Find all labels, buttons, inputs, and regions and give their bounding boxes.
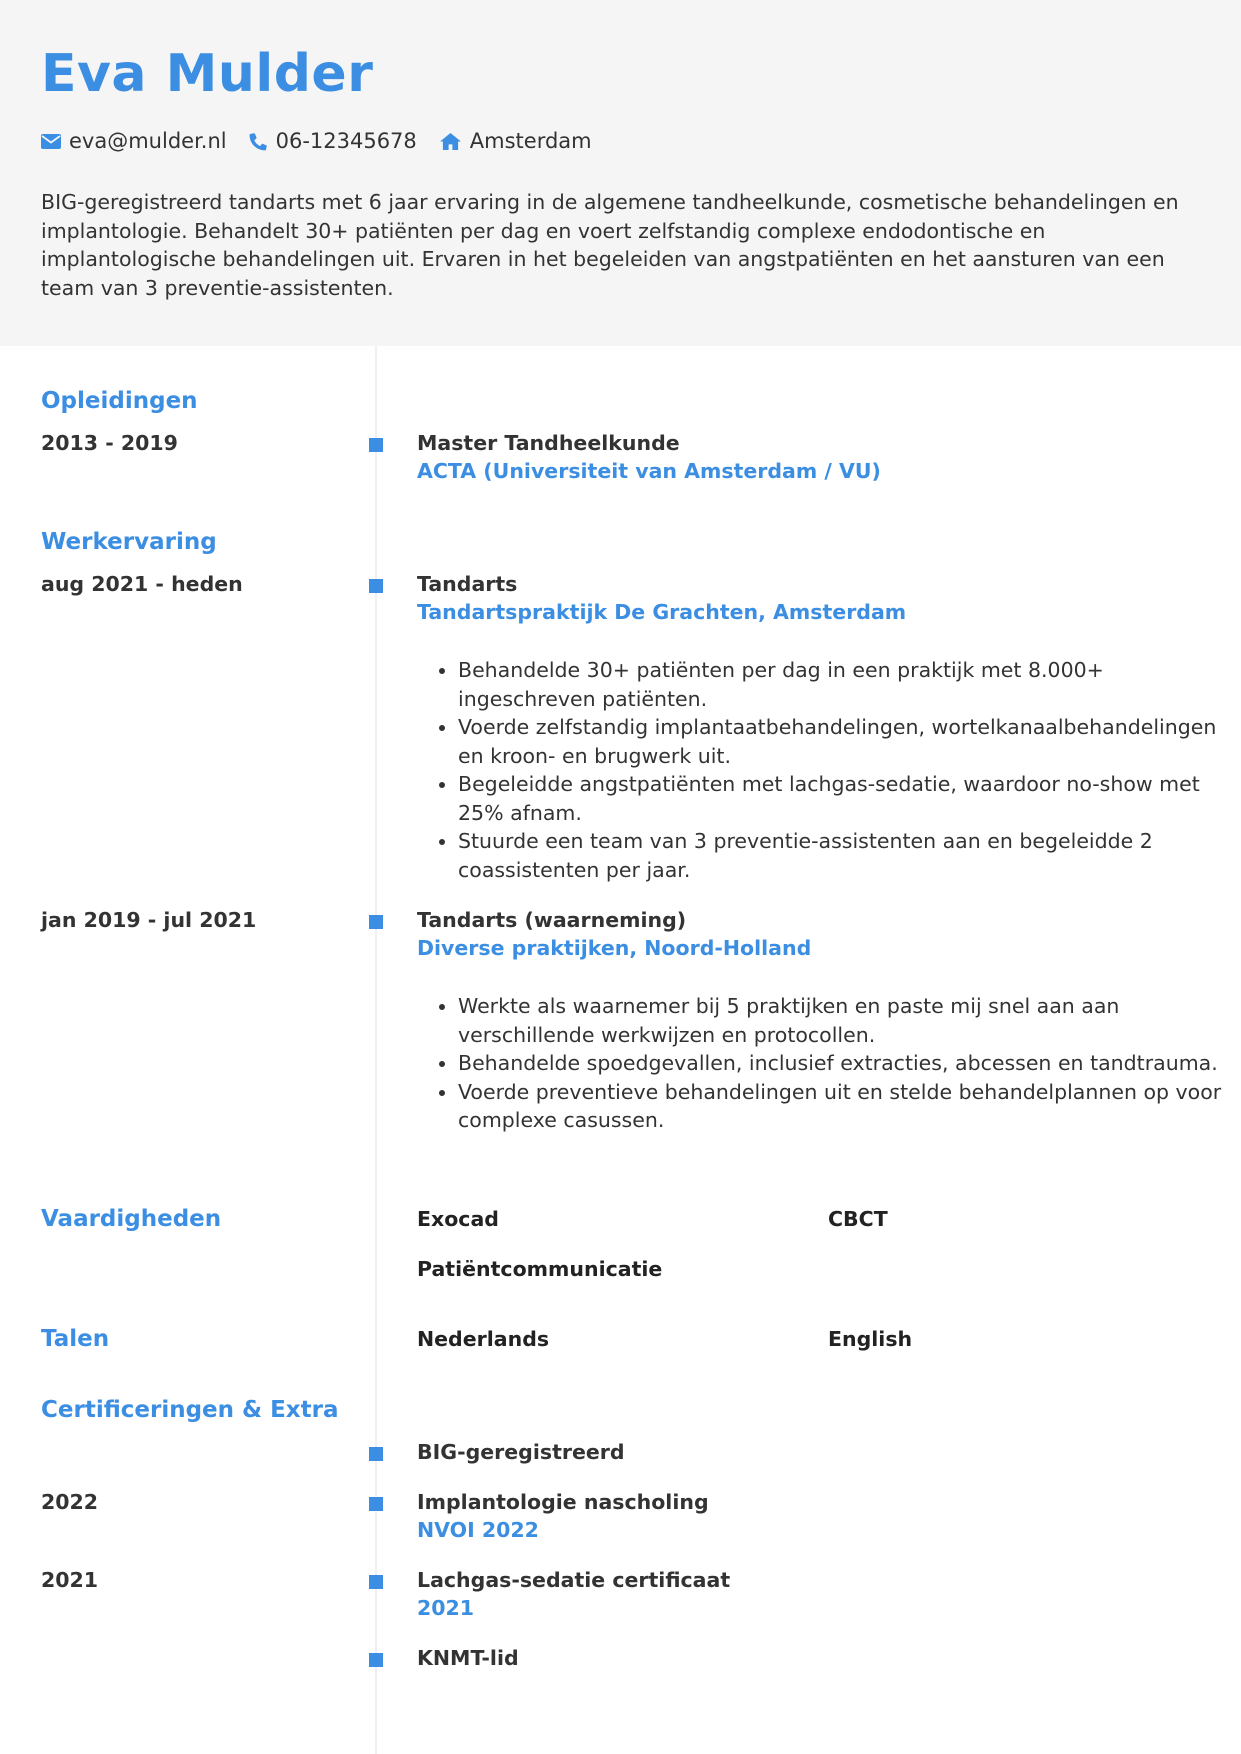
- timeline-marker: [369, 579, 383, 593]
- timeline-marker: [369, 915, 383, 929]
- skill-item: CBCT: [828, 1207, 888, 1231]
- experience-date: jan 2019 - jul 2021: [41, 908, 257, 932]
- profile-summary: BIG-geregistreerd tandarts met 6 jaar ervaring in de algemene tandheelkunde, cosmetische behandelingen en implantologie. Behandelt 30+ patiënten per dag en voert zelfstandig complexe endodontische en implantologische behandelingen uit. Ervaren in het begeleiden van angstpatiënten en het aansturen van een team van 3 preventie-assistenten.: [41, 190, 1179, 300]
- phone-icon: [249, 132, 268, 151]
- certification-name: Lachgas-sedatie certificaat: [417, 1568, 731, 1592]
- education-date: 2013 - 2019: [41, 431, 178, 455]
- education-heading: Opleidingen: [41, 388, 198, 414]
- candidate-name: Eva Mulder: [41, 44, 374, 104]
- list-item: • Behandelde 30+ patiënten per dag in een praktijk met 8.000+ ingeschreven patiënten.: [458, 656, 1238, 713]
- contact-bar: [41, 129, 614, 153]
- language-item: English: [828, 1327, 913, 1351]
- list-item: • Stuurde een team van 3 preventie-assistenten aan en begeleidde 2 coassistenten per jaar.: [458, 827, 1238, 884]
- contact-email[interactable]: [41, 129, 227, 153]
- skill-item: Patiëntcommunicatie: [417, 1257, 663, 1281]
- contact-location: [439, 129, 592, 153]
- timeline-marker: [369, 1575, 383, 1589]
- certification-name: KNMT-lid: [417, 1646, 519, 1670]
- education-school: ACTA (Universiteit van Amsterdam / VU): [417, 459, 881, 483]
- experience-heading: Werkervaring: [41, 529, 217, 555]
- experience-role: Tandarts: [417, 572, 518, 596]
- experience-company: Diverse praktijken, Noord-Holland: [417, 936, 812, 960]
- timeline-marker: [369, 1447, 383, 1461]
- list-item: • Werkte als waarnemer bij 5 praktijken en paste mij snel aan aan verschillende werkwijzen en protocollen.: [458, 992, 1238, 1049]
- phone-text: 06-12345678: [275, 129, 417, 153]
- certification-detail: 2021: [417, 1596, 475, 1620]
- home-icon: [439, 132, 462, 151]
- experience-bullets: [417, 656, 1238, 884]
- education-degree: Master Tandheelkunde: [417, 431, 680, 455]
- timeline-marker: [369, 1497, 383, 1511]
- experience-role: Tandarts (waarneming): [417, 908, 687, 932]
- experience-bullets: [417, 992, 1238, 1135]
- timeline-marker: [369, 1653, 383, 1667]
- header: [0, 0, 1241, 346]
- certification-date: 2022: [41, 1490, 99, 1514]
- timeline-divider: [375, 346, 377, 1754]
- list-item: • Voerde preventieve behandelingen uit en stelde behandelplannen op voor complexe casussen.: [458, 1078, 1238, 1135]
- certifications-heading: Certificeringen & Extra: [41, 1397, 339, 1423]
- language-item: Nederlands: [417, 1327, 550, 1351]
- list-item: • Voerde zelfstandig implantaatbehandelingen, wortelkanaalbehandelingen en kroon- en brugwerk uit.: [458, 713, 1238, 770]
- timeline-marker: [369, 438, 383, 452]
- skills-heading: Vaardigheden: [41, 1206, 222, 1232]
- certification-date: 2021: [41, 1568, 99, 1592]
- certification-detail: NVOI 2022: [417, 1518, 539, 1542]
- certification-name: Implantologie nascholing: [417, 1490, 709, 1514]
- contact-phone[interactable]: [249, 129, 417, 153]
- list-item: • Begeleidde angstpatiënten met lachgas-sedatie, waardoor no-show met 25% afnam.: [458, 770, 1238, 827]
- envelope-icon: [41, 134, 61, 149]
- location-text: Amsterdam: [469, 129, 592, 153]
- list-item: • Behandelde spoedgevallen, inclusief extracties, abcessen en tandtrauma.: [458, 1049, 1238, 1078]
- languages-heading: Talen: [41, 1326, 110, 1352]
- certification-name: BIG-geregistreerd: [417, 1440, 625, 1464]
- email-text: eva@mulder.nl: [69, 129, 227, 153]
- skill-item: Exocad: [417, 1207, 499, 1231]
- experience-date: aug 2021 - heden: [41, 572, 243, 596]
- experience-company: Tandartspraktijk De Grachten, Amsterdam: [417, 600, 907, 624]
